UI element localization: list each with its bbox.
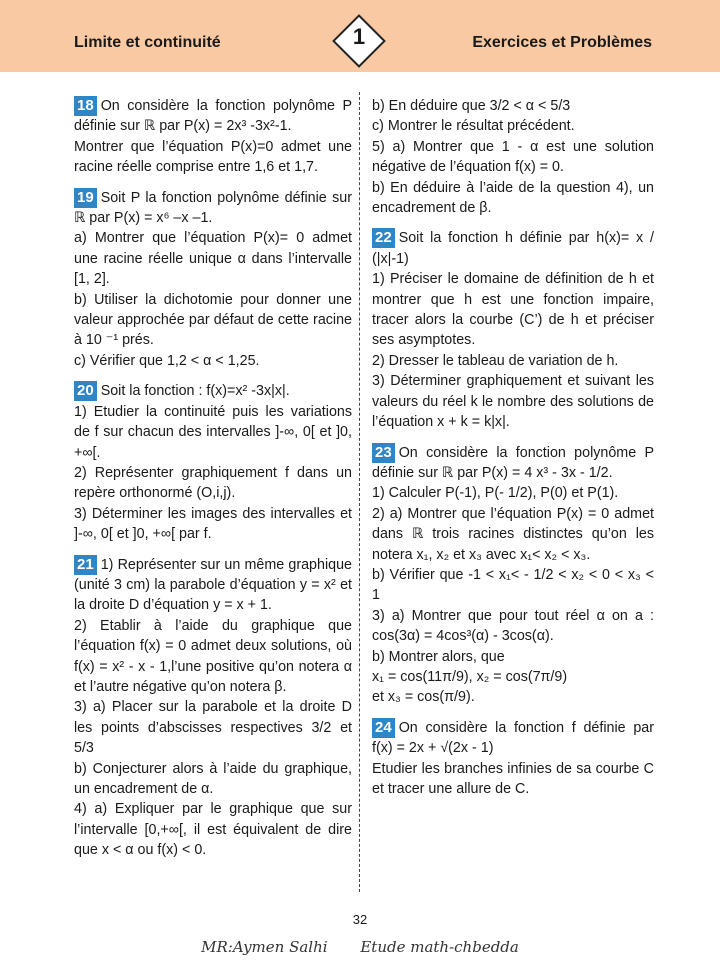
exercise-text: a) Montrer que l’équation P(x)= 0 admet une racine réelle unique α dans l’intervalle [1, 2]. — [74, 230, 352, 288]
author-name: MR:Aymen Salhi — [201, 938, 328, 956]
exercise-text: Etudier les branches infinies de sa courbe C et tracer une allure de C. — [372, 760, 654, 797]
column-divider — [359, 92, 360, 892]
chapter-title: Limite et continuité — [74, 34, 221, 51]
exercise-24 — [372, 718, 654, 800]
exercise-text: b) Montrer alors, que — [372, 648, 505, 665]
author-signature — [0, 938, 720, 956]
exercise-number: 23 — [372, 443, 395, 463]
exercise-number: 18 — [74, 96, 97, 116]
exercise-21-continued — [372, 96, 654, 218]
exercise-text: 2) Etablir à l’aide du graphique que l’équation f(x) = 0 admet deux solutions, où f(x) = x² - x - 1,l’une positive qu’on notera α et l’autre négative qu’on notera β. — [74, 617, 352, 695]
exercise-18 — [74, 96, 352, 178]
exercise-text: Soit P la fonction polynôme définie sur ℝ par P(x) = x⁶ –x –1. — [74, 189, 352, 227]
exercise-text: 1) Représenter sur un même graphique (unité 3 cm) la parabole d’équation y = x² et la droite D d’équation y = x + 1. — [74, 556, 352, 614]
exercise-text: Soit la fonction h définie par h(x)= x / (|x|-1) — [372, 230, 654, 267]
exercise-text: x₁ = cos(11π/9), x₂ = cos(7π/9) — [372, 668, 568, 685]
exercise-23 — [372, 443, 654, 708]
exercise-text: c) Montrer le résultat précédent. — [372, 118, 575, 135]
exercise-text: 2) Représenter graphiquement f dans un repère orthonormé (O,i,j). — [74, 464, 352, 502]
exercise-text: 2) a) Montrer que l’équation P(x) = 0 admet dans ℝ trois racines distinctes qu’on les notera x₁, x₂ et x₃ avec x₁< x₂ < x₃. — [372, 505, 654, 563]
exercise-text: 2) Dresser le tableau de variation de h. — [372, 352, 619, 369]
right-column — [372, 96, 654, 809]
exercise-number: 19 — [74, 188, 97, 208]
exercise-text: 1) Etudier la continuité puis les variations de f sur chacun des intervalles ]-∞, 0[ et ]0, +∞[. — [74, 403, 352, 461]
exercise-text: b) Conjecturer alors à l’aide du graphique, un encadrement de α. — [74, 760, 352, 797]
exercise-number: 21 — [74, 555, 97, 575]
left-column — [74, 96, 352, 871]
page-number: 32 — [352, 912, 368, 927]
exercise-19 — [74, 188, 352, 372]
exercise-22 — [372, 228, 654, 432]
section-title: Exercices et Problèmes — [472, 34, 652, 51]
exercise-text: 3) a) Montrer que pour tout réel α on a : cos(3α) = 4cos³(α) - 3cos(α). — [372, 607, 654, 645]
exercise-text: 3) Déterminer les images des intervalles et ]-∞, 0[ et ]0, +∞[ par f. — [74, 505, 352, 543]
exercise-text: b) En déduire que 3/2 < α < 5/3 — [372, 98, 571, 114]
exercise-text: c) Vérifier que 1,2 < α < 1,25. — [74, 352, 260, 369]
exercise-text: 1) Préciser le domaine de définition de h et montrer que h est une fonction impaire, tracer alors la courbe (C’) de h et préciser ses asymptotes. — [372, 271, 654, 349]
page-header — [0, 0, 720, 72]
exercise-text: 1) Calculer P(-1), P(- 1/2), P(0) et P(1). — [372, 485, 619, 502]
site-name: Etude math-chbedda — [360, 938, 519, 956]
exercise-text: On considère la fonction polynôme P définie sur ℝ par P(x) = 2x³ -3x²-1. — [74, 98, 352, 135]
exercise-21 — [74, 555, 352, 861]
exercise-text: 3) Déterminer graphiquement et suivant les valeurs du réel k le nombre des solutions de l’équation x + k = k|x|. — [372, 373, 654, 431]
exercise-text: 3) a) Placer sur la parabole et la droite D les points d’abscisses respectives 3/2 et 5/3 — [74, 699, 352, 757]
exercise-text: 4) a) Expliquer par le graphique que sur l’intervalle [0,+∞[, il est équivalent de dire que x < α ou f(x) < 0. — [74, 801, 352, 859]
exercise-text: On considère la fonction polynôme P définie sur ℝ par P(x) = 4 x³ - 3x - 1/2. — [372, 444, 654, 481]
chapter-number: 1 — [352, 24, 366, 49]
exercise-text: b) Utiliser la dichotomie pour donner une valeur approchée par défaut de cette racine à 10 ⁻¹ prés. — [74, 291, 352, 349]
exercise-text: Soit la fonction : f(x)=x² -3x|x|. — [100, 383, 290, 400]
exercise-text: b) En déduire à l’aide de la question 4), un encadrement de β. — [372, 179, 654, 217]
exercise-number: 22 — [372, 228, 395, 248]
exercise-20 — [74, 381, 352, 544]
exercise-text: 5) a) Montrer que 1 - α est une solution négative de l’équation f(x) = 0. — [372, 138, 654, 176]
exercise-number: 20 — [74, 381, 97, 401]
exercise-text: Montrer que l’équation P(x)=0 admet une racine réelle comprise entre 1,6 et 1,7. — [74, 138, 352, 176]
exercise-text: On considère la fonction f définie par f(x) = 2x + √(2x - 1) — [372, 719, 654, 757]
exercise-text: et x₃ = cos(π/9). — [372, 689, 475, 706]
exercise-number: 24 — [372, 718, 395, 738]
exercise-text: b) Vérifier que -1 < x₁< - 1/2 < x₂ < 0 < x₃ < 1 — [372, 566, 654, 604]
